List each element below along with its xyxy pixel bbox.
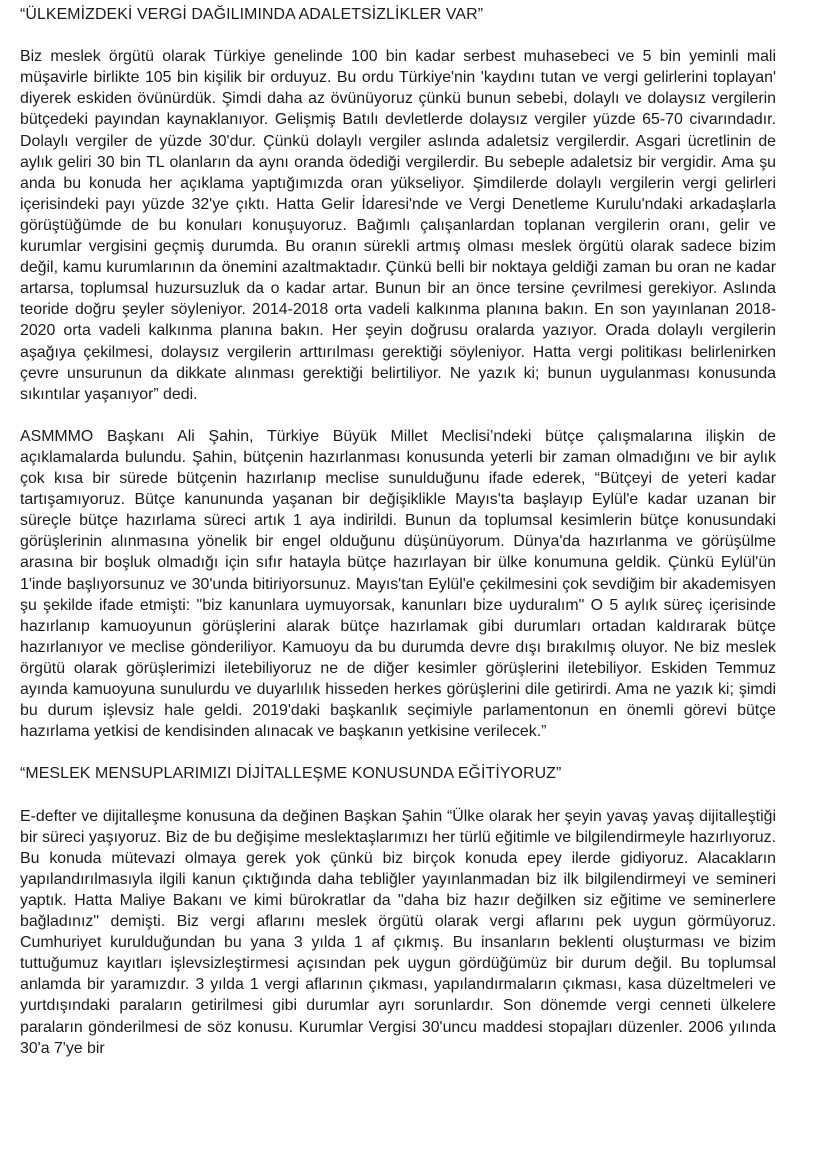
spacer: [20, 25, 776, 46]
article-page: [20, 4, 776, 1059]
spacer: [20, 405, 776, 426]
spacer: [20, 742, 776, 763]
spacer: [20, 784, 776, 805]
article-paragraph: Biz meslek örgütü olarak Türkiye genelinde 100 bin kadar serbest muhasebeci ve 5 bin yeminli mali müşavirle birlikte 105 bin kişilik bir orduyuz. Bu ordu Türkiye'nin 'kaydını tutan ve vergi gelirlerini toplayan' diyerek eskiden övünürdük. Şimdi daha az övünüyoruz çünkü bunun sebebi, dolaylı ve dolaysız vergilerin bütçedeki payından kaynaklanıyor. Gelişmiş Batılı devletlerde dolaysız vergiler yüzde 65-70 civarındadır. Dolaylı vergiler de yüzde 30'dur. Çünkü dolaylı vergiler aslında adaletsiz vergilerdir. Asgari ücretlinin de aylık geliri 30 bin TL olanların da aynı oranda ödediği vergilerdir. Bu sebeple adaletsiz bir vergidir. Ama şu anda bu konuda her açıklama yaptığımızda oran yükseliyor. Şimdilerde dolaylı vergilerin vergi gelirleri içerisindeki payı yüzde 32'ye çıktı. Hatta Gelir İdaresi'nde ve Vergi Denetleme Kurulu'ndaki arkadaşlarla görüştüğümde de bu konuları konuşuyoruz. Bağımlı çalışanlardan toplanan vergilerin oranı, gelir ve kurumlar vergisini geçmiş durumda. Bu oranın sürekli artmış olması meslek örgütü olarak sadece bizim değil, kamu kurumlarının da önemini azaltmaktadır. Çünkü belli bir noktaya geldiği zaman bu oran ne kadar artarsa, toplumsal huzursuzluk da o kadar artar. Bunun bir an önce tersine çevrilmesi gerekiyor. Aslında teoride doğru şeyler söyleniyor. 2014-2018 orta vadeli kalkınma planına bakın. En son yayınlanan 2018-2020 orta vadeli kalkınma planına bakın. Her şeyin doğrusu oralarda yazıyor. Orada dolaylı vergilerin aşağıya çekilmesi, dolaysız vergilerin arttırılması gerektiği söyleniyor. Hatta vergi politikası belirlenirken çevre unsurunun da dikkate alınması gerektiği belirtiliyor. Ne yazık ki; bunun uygulanması konusunda sıkıntılar yaşanıyor” dedi.: [20, 48, 776, 403]
article-paragraph: E-defter ve dijitalleşme konusuna da değinen Başkan Şahin “Ülke olarak her şeyin yavaş yavaş dijitalleştiği bir süreci yaşıyoruz. Biz de bu değişime meslektaşlarımızı her türlü eğitimle ve bilgilendirmeyle hazırlıyoruz. Bu konuda mütevazi olmaya gerek yok çünkü biz birçok konuda epey ilerde gidiyoruz. Alacakların yapılandırılmasıyla ilgili kanun çıktığında daha tebliğler yayınlanmadan biz ilk bilgilendirmeyi ve semineri yaptık. Hatta Maliye Bakanı ve kimi bürokratlar da "daha biz hazır değilken siz eğitime ve seminerlere bağladınız" demişti. Biz vergi aflarını meslek örgütü olarak vergi aflarını pek uygun görmüyoruz. Cumhuriyet kurulduğundan bu yana 3 yılda 1 af çıkmış. Bu insanların beklenti oluşturması ve bizim tuttuğumuz kayıtları işlevsizleştirmesi açısından pek uygun gördüğümüz bir durum değil. Bu toplumsal anlamda bir yaramızdır. 3 yılda 1 vergi aflarının çıkması, yapılandırmaların çıkması, kasa düzeltmeleri ve yurtdışındaki paraların getirilmesi gibi durumlar ayrı sorunlardır. Son dönemde vergi cenneti ülkelere paraların gönderilmesi de söz konusu. Kurumlar Vergisi 30'uncu maddesi stopajları düzenler. 2006 yılında 30'a 7'ye bir: [20, 807, 776, 1057]
section-heading: “ÜLKEMİZDEKİ VERGİ DAĞILIMINDA ADALETSİZLİKLER VAR”: [20, 6, 484, 23]
section-heading: “MESLEK MENSUPLARIMIZI DİJİTALLEŞME KONUSUNDA EĞİTİYORUZ”: [20, 765, 562, 783]
article-paragraph: ASMMMO Başkanı Ali Şahin, Türkiye Büyük Millet Meclisi’ndeki bütçe çalışmalarına ilişkin de açıklamalarda bulundu. Şahin, bütçenin hazırlanması konusunda yeterli bir zaman olmadığını ve bir aylık çok kısa bir sürede bütçenin hazırlanıp meclise sunulduğunu ifade ederek, “Bütçeyi de yeteri kadar tartışamıyoruz. Bütçe kanununda yaşanan bir değişiklikle Mayıs'ta başlayıp Eylül'e kadar uzanan bir süreçle bütçe hazırlama süreci artık 1 aya indirildi. Bunun da toplumsal kesimlerin bütçe konusundaki görüşlerinin alınmasına yönelik bir engel olduğunu düşünüyorum. Dünya'da hazırlanma ve görüşülme arasına bir boşluk olmadığı için sıfır hatayla bütçe hazırlayan bir ülke konumuna geldik. Çünkü Eylül'ün 1'inde başlıyorsunuz ve 30'unda bitiriyorsunuz. Mayıs'tan Eylül'e çekilmesini çok sevdiğim bir akademisyen şu şekilde ifade etmişti: "biz kanunlara uymuyorsak, kanunları bize uyduralım" O 5 aylık süreç içerisinde hazırlanıp kamuoyunun görüşlerini alarak bütçe hazırlamak gibi durumları ortadan kaldırarak bütçe hazırlanıyor ve meclise gönderiliyor. Kamuoyu da bu durumda devre dışı bırakılmış oluyor. Ne biz meslek örgütü olarak görüşlerimizi iletebiliyoruz ne de diğer kesimler görüşlerini iletebiliyor. Eskiden Temmuz ayında kamuoyuna sunulurdu ve duyarlılık hisseden herkes görüşlerini dile getirirdi. Ama ne yazık ki; şimdi bu durum işlevsiz hale geldi. 2019'daki başkanlık seçimiyle parlamentonun en önemli görevi bütçe hazırlama yetkisi de kendisinden alınacak ve başkanın yetkisine verilecek.”: [20, 427, 776, 741]
